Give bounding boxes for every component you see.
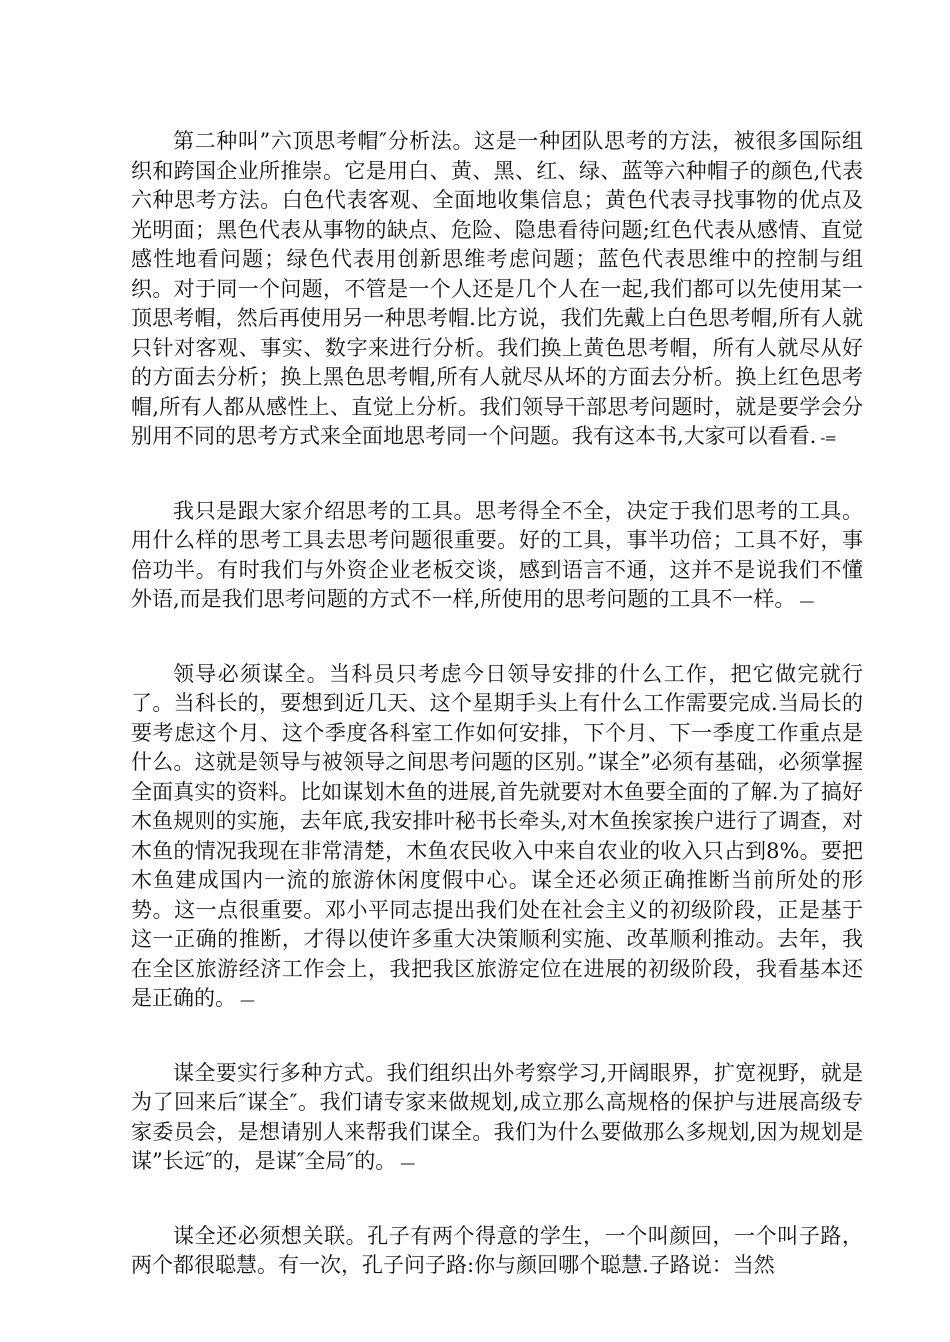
document-page: [131, 127, 863, 1326]
paragraph-connections: [131, 1222, 863, 1283]
paragraph-end-mark: —: [799, 592, 814, 610]
paragraph-text: 第二种叫”六顶思考帽″分析法。这是一种团队思考的方法，被很多国际组织和跨国企业所推崇。它是用白、黄、黑、红、绿、蓝等六种帽子的颜色,代表六种思考方法。白色代表客观、全面地收集信息；黄色代表寻找事物的优点及光明面；黑色代表从事物的缺点、危险、隐患看待问题;红色代表从感情、直觉感性地看问题；绿色代表用创新思维考虑问题；蓝色代表思维中的控制与组织。对于同一个问题，不管是一个人还是几个人在一起,我们都可以先使用某一顶思考帽，然后再使用另一种思考帽.比方说，我们先戴上白色思考帽,所有人就只针对客观、事实、数字来进行分析。我们换上黄色思考帽，所有人就尽从好的方面去分析；换上黑色思考帽,所有人就尽从坏的方面去分析。换上红色思考帽,所有人都从感性上、直觉上分析。我们领导干部思考问题时，就是要学会分别用不同的思考方式来全面地思考同一个问题。我有这本书,大家可以看看.: [131, 129, 863, 448]
paragraph-end-mark: -=: [820, 429, 836, 447]
paragraph-end-mark: —: [400, 1154, 415, 1172]
paragraph-six-hats: [131, 127, 863, 454]
paragraph-text: 谋全还必须想关联。孔子有两个得意的学生，一个叫颜回，一个叫子路，两个都很聪慧。有一次，孔子问子路:你与颜回哪个聪慧.子路说：当然: [131, 1223, 863, 1277]
paragraph-text: 谋全要实行多种方式。我们组织出外考察学习,开阔眼界，扩宽视野，就是为了回来后″谋全″。我们请专家来做规划,成立那么高规格的保护与进展高级专家委员会，是想请别人来帮我们谋全。我们为什么要做那么多规划,因为规划是谋”长远″的，是谋″全局″的。: [131, 1060, 863, 1173]
paragraph-leaders-plan: [131, 660, 863, 1016]
paragraph-thinking-tools: [131, 497, 863, 617]
paragraph-end-mark: —: [240, 991, 254, 1009]
paragraph-multiple-methods: [131, 1059, 863, 1179]
paragraph-text: 我只是跟大家介绍思考的工具。思考得全不全，决定于我们思考的工具。用什么样的思考工具去思考问题很重要。好的工具，事半功倍；工具不好，事倍功半。有时我们与外资企业老板交谈，感到语言不通，这并不是说我们不懂外语,而是我们思考问题的方式不一样,所使用的思考问题的工具不一样。: [131, 498, 863, 611]
paragraph-text: 领导必须谋全。当科员只考虑今日领导安排的什么工作，把它做完就行了。当科长的，要想到近几天、这个星期手头上有什么工作需要完成.当局长的要考虑这个月、这个季度各科室工作如何安排，下个月、下一季度工作重点是什么。这就是领导与被领导之间思考问题的区别。”谋全”必须有基础，必须掌握全面真实的资料。比如谋划木鱼的进展,首先就要对木鱼要全面的了解.为了搞好木鱼规则的实施，去年底,我安排叶秘书长牵头,对木鱼挨家挨户进行了调查，对木鱼的情况我现在非常清楚，木鱼农民收入中来自农业的收入只占到8%。要把木鱼建成国内一流的旅游休闲度假中心。谋全还必须正确推断当前所处的形势。这一点很重要。邓小平同志提出我们处在社会主义的初级阶段，正是基于这一正确的推断，才得以使许多重大决策顺利实施、改革顺利推动。去年，我在全区旅游经济工作会上，我把我区旅游定位在进展的初级阶段，我看基本还是正确的。: [131, 661, 863, 1010]
